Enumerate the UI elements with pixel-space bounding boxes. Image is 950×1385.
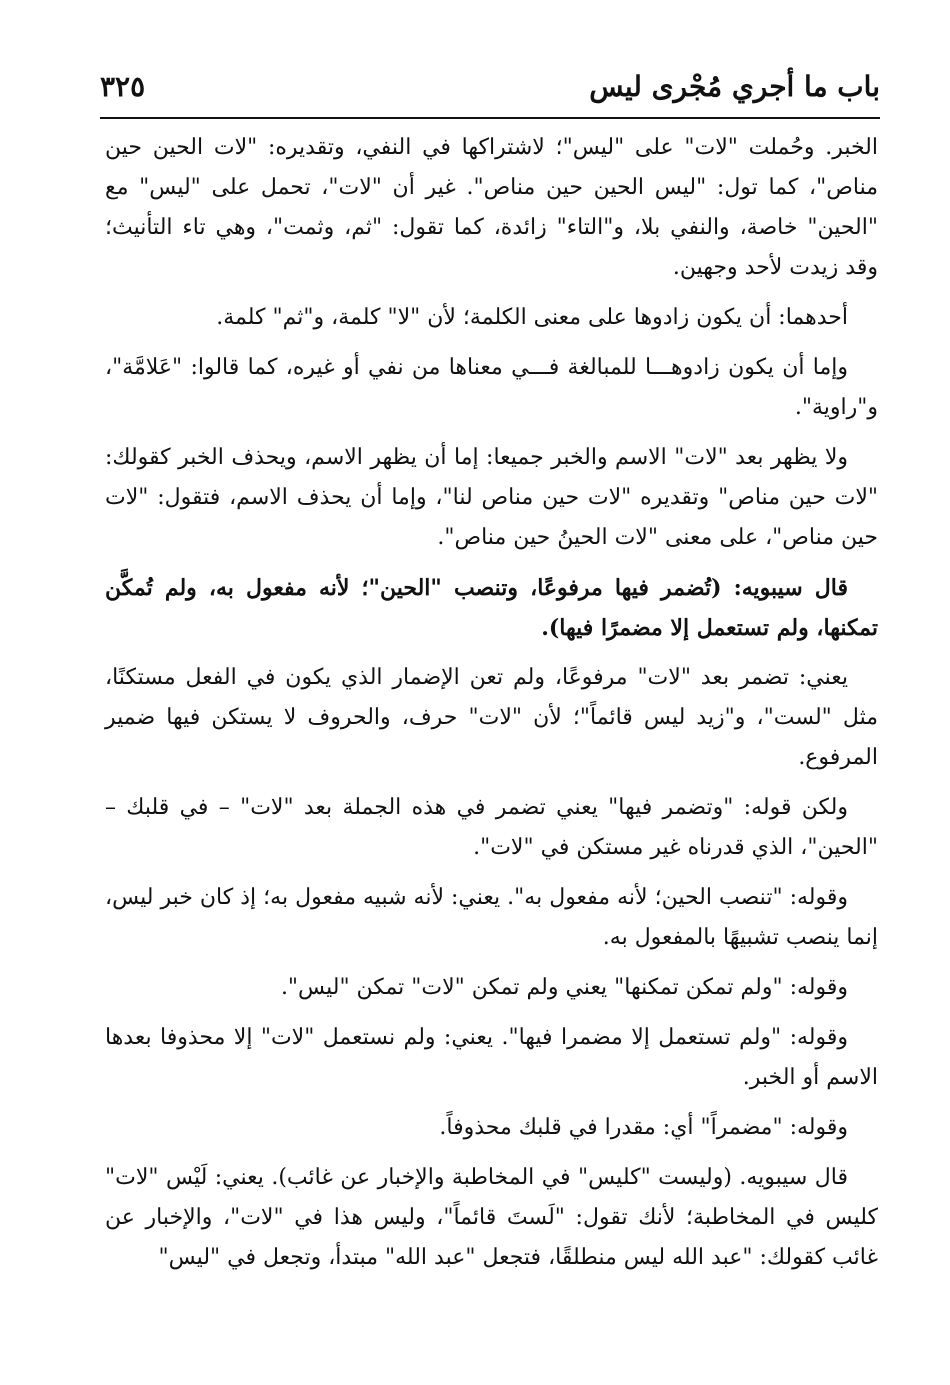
page-number: ٣٢٥ [100, 70, 146, 103]
paragraph: وإما أن يكون زادوهـــا للمبالغة فـــي معناها من نفي أو غيره، كما قالوا: "عَلامَّة"، و"راوية". [105, 355, 878, 420]
page-header [100, 62, 880, 112]
paragraph: قال سيبويه. (وليست "كليس" في المخاطبة والإخبار عن غائب). يعني: لَيْس "لات" كليس في المخاطبة؛ لأنك تقول: "لَستَ قائماً"، وليس هذا في "لات"، والإخبار عن غائب كقولك: "عبد الله ليس منطلقًا، فتجعل "عبد الله" مبتدأ، وتجعل في "ليس" [105, 1165, 878, 1270]
paragraph: وقوله: "ولم تمكن تمكنها" يعني ولم تمكن "لات" تمكن "ليس". [280, 975, 848, 1000]
sibawayh-quote: قال سيبويه: (تُضمر فيها مرفوعًا، وتنصب "الحين"؛ لأنه مفعول به، ولم تُمكَّن تمكنها، ولم تستعمل إلا مضمرًا فيها). [105, 575, 878, 641]
paragraph: وقوله: "ولم تستعمل إلا مضمرا فيها". يعني: ولم نستعمل "لات" إلا محذوفا بعدها الاسم أو الخبر. [105, 1025, 878, 1090]
page-body [105, 128, 878, 1288]
paragraph: وقوله: "تنصب الحين؛ لأنه مفعول به". يعني: لأنه شبيه مفعول به؛ إذ كان خبر ليس، إنما ينصب تشبيهًا بالمفعول به. [105, 885, 878, 950]
paragraph: ولا يظهر بعد "لات" الاسم والخبر جميعا: إما أن يظهر الاسم، ويحذف الخبر كقولك: "لات حين مناص" وتقديره "لات حين مناص لنا"، وإما أن يحذف الاسم، فتقول: "لات حين مناص"، على معنى "لات الحينُ حين مناص". [105, 445, 878, 550]
running-title: باب ما أجري مُجْرى ليس [589, 70, 880, 103]
header-rule [100, 117, 880, 119]
paragraph: ولكن قوله: "وتضمر فيها" يعني تضمر في هذه الجملة بعد "لات" – في قلبك – "الحين"، الذي قدرناه غير مستكن في "لات". [105, 795, 878, 860]
paragraph: وقوله: "مضمراً" أي: مقدرا في قلبك محذوفاً. [439, 1115, 848, 1140]
paragraph: يعني: تضمر بعد "لات" مرفوعًا، ولم تعن الإضمار الذي يكون في الفعل مستكنًا، مثل "لست"، و"زيد ليس قائماً"؛ لأن "لات" حرف، والحروف لا يستكن فيها ضمير المرفوع. [105, 665, 878, 770]
paragraph: أحدهما: أن يكون زادوها على معنى الكلمة؛ لأن "لا" كلمة، و"ثم" كلمة. [216, 305, 848, 330]
paragraph: الخبر. وحُملت "لات" على "ليس"؛ لاشتراكها في النفي، وتقديره: "لات الحين حين مناص"، كما تول: "ليس الحين حين مناص". غير أن "لات"، تحمل على "ليس" مع "الحين" خاصة، والنفي بلا، و"التاء" زائدة، كما تقول: "ثم، وثمت"، وهي تاء التأنيث؛ وقد زيدت لأحد وجهين. [105, 135, 878, 280]
